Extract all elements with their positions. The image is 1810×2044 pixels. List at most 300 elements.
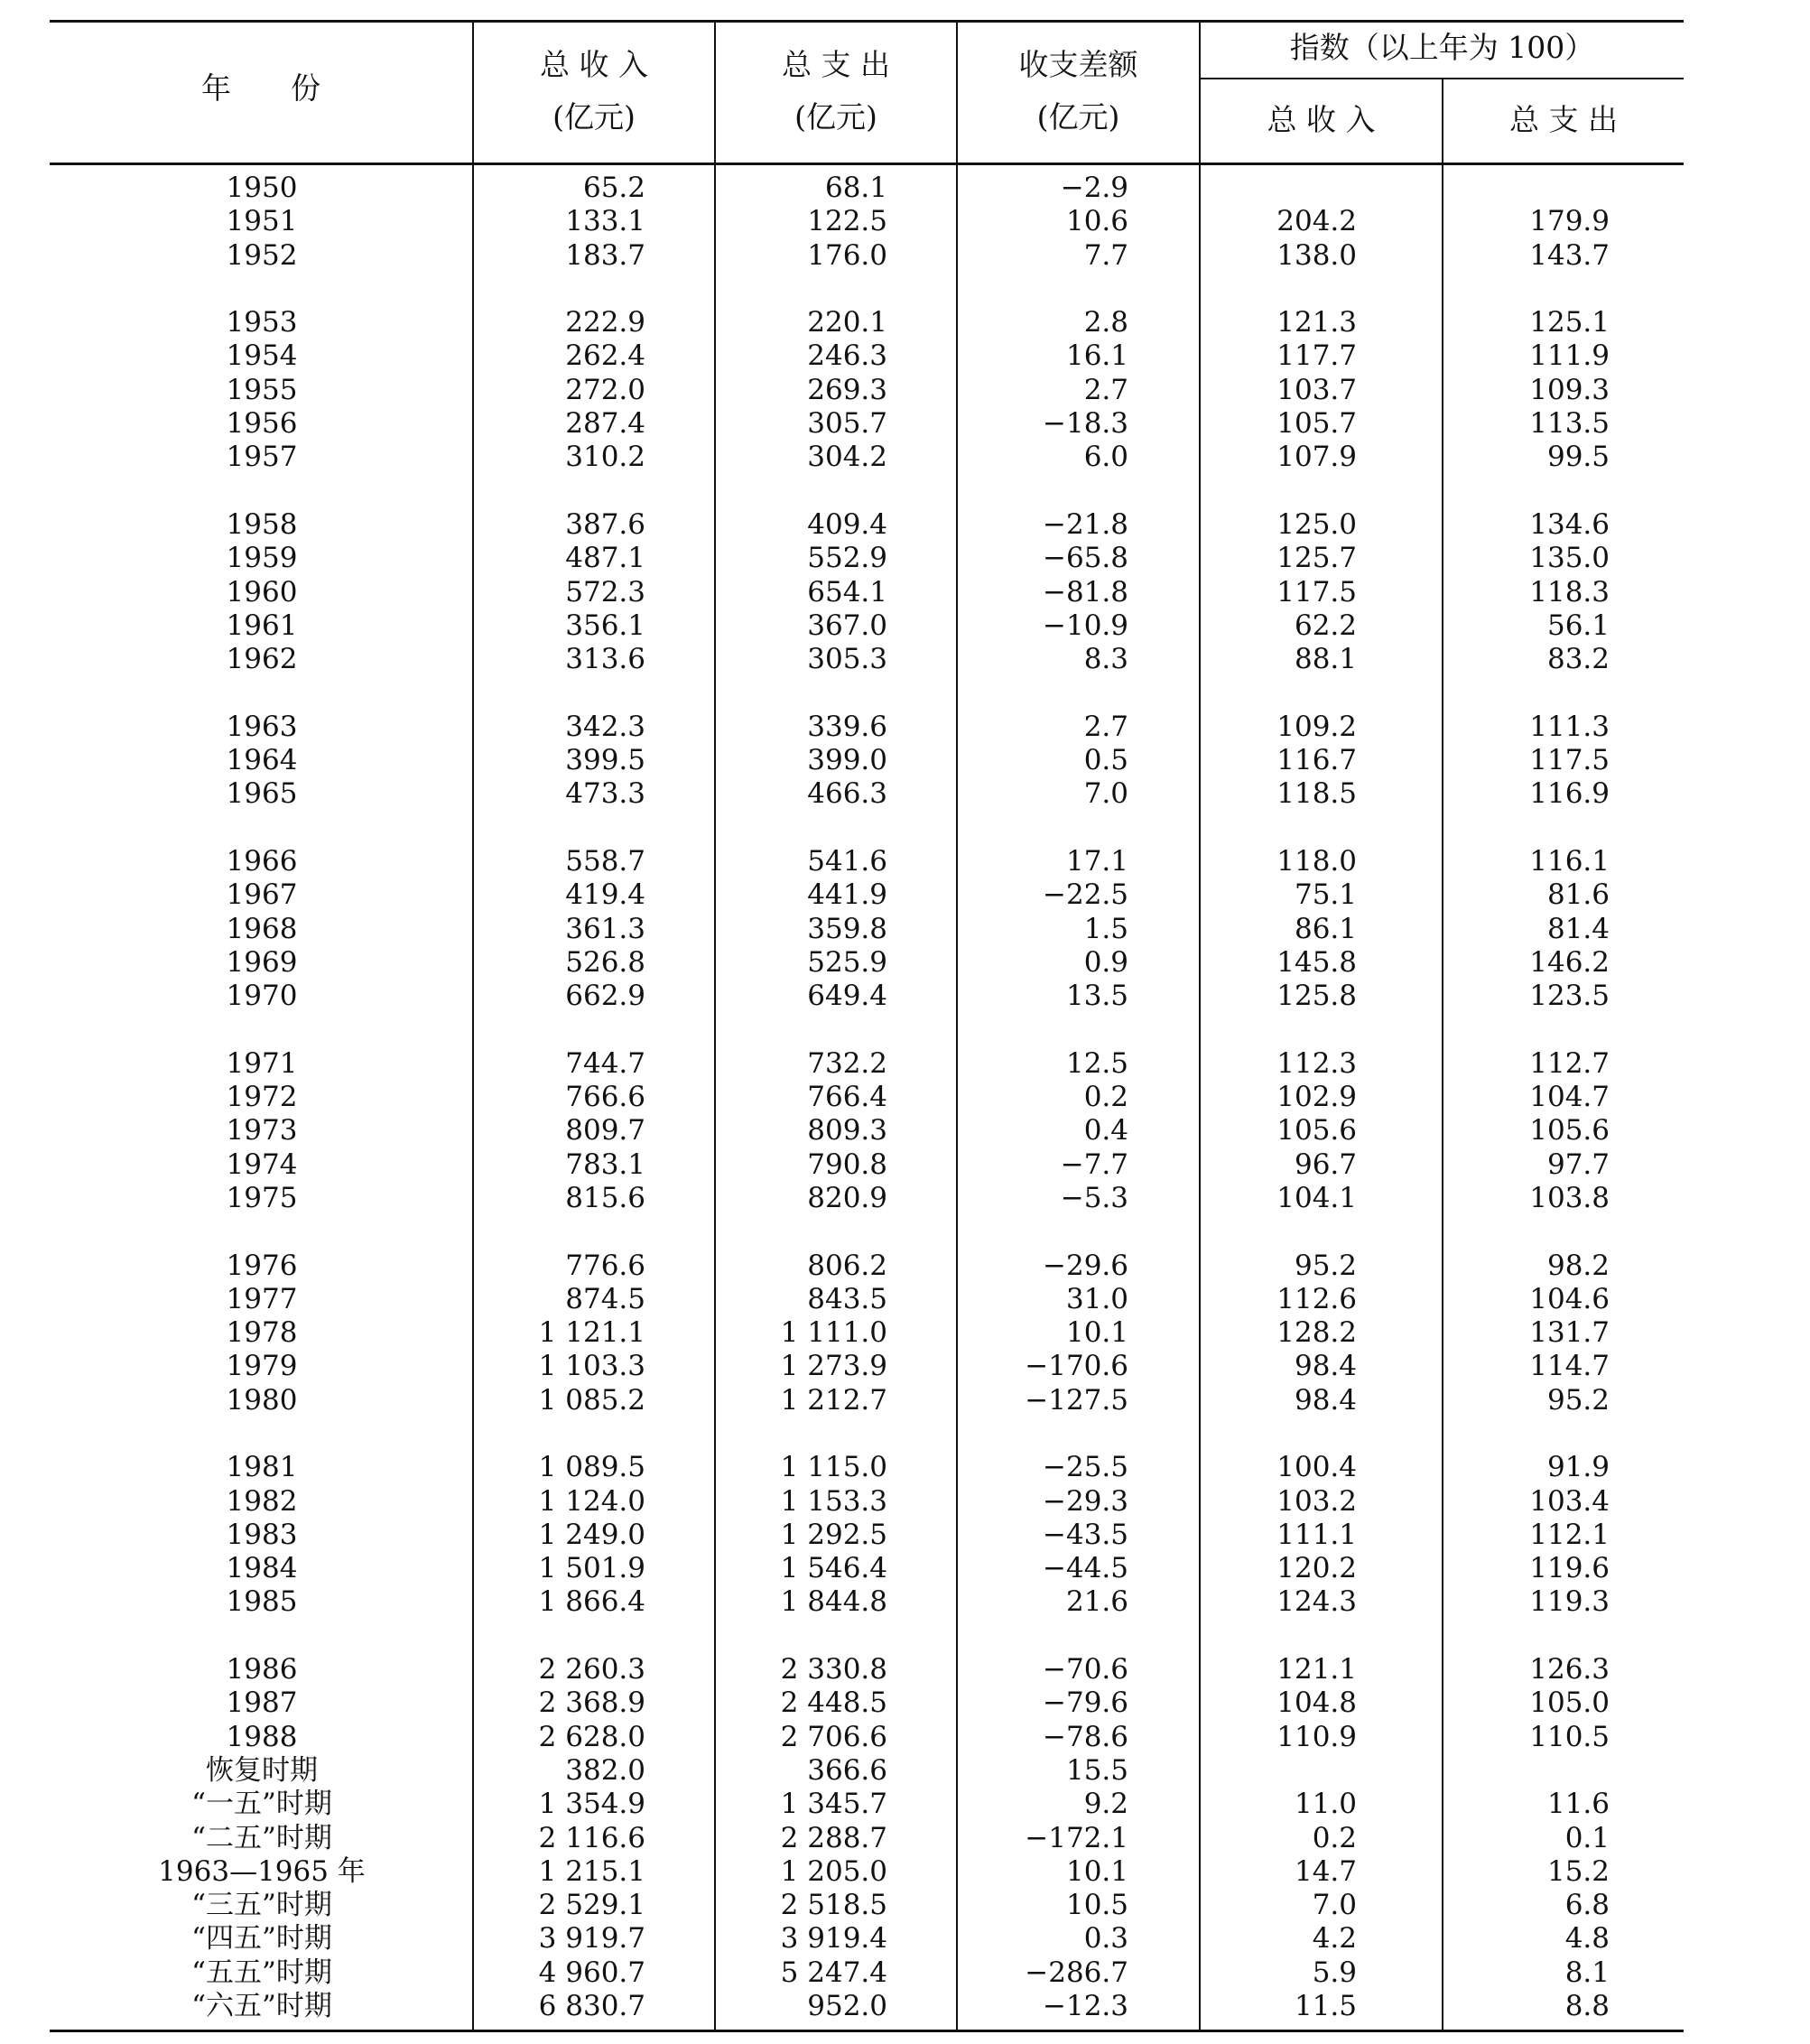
bottom-rule xyxy=(50,2030,1684,2032)
year-cell: 1957 xyxy=(226,441,298,474)
total-income-cell: 361.3 xyxy=(565,912,645,945)
table-row xyxy=(50,1250,1684,1283)
table-row xyxy=(50,306,1684,339)
index-expenditure-cell: 112.7 xyxy=(1529,1046,1610,1080)
total-income-cell: 4 960.7 xyxy=(538,1956,645,1989)
year-cell: “一五”时期 xyxy=(191,1788,332,1821)
table-row xyxy=(50,1922,1684,1956)
table-row xyxy=(50,1350,1684,1383)
total-income-cell: 572.3 xyxy=(565,575,645,609)
table-row xyxy=(50,744,1684,777)
balance-cell: −10.9 xyxy=(1043,609,1128,642)
index-income-cell: 88.1 xyxy=(1294,643,1357,676)
total-income-cell: 766.6 xyxy=(565,1081,645,1114)
table-row xyxy=(50,407,1684,441)
total-expenditure-cell: 2 330.8 xyxy=(780,1653,887,1686)
header-index-income: 总 收 入 xyxy=(1267,102,1376,137)
balance-cell: 16.1 xyxy=(1065,339,1128,373)
year-cell: 1974 xyxy=(226,1147,298,1181)
index-income-cell: 145.8 xyxy=(1276,945,1357,979)
year-cell: 1968 xyxy=(226,912,298,945)
balance-cell: 9.2 xyxy=(1083,1788,1128,1821)
total-expenditure-cell: 1 153.3 xyxy=(780,1484,887,1518)
index-income-cell xyxy=(1201,172,1443,205)
table-row xyxy=(50,1990,1684,2023)
total-income-cell: 783.1 xyxy=(565,1147,645,1181)
year-cell: 1963 xyxy=(226,710,298,743)
balance-cell: 0.4 xyxy=(1083,1114,1128,1147)
total-expenditure-cell: 2 448.5 xyxy=(780,1686,887,1720)
total-income-cell: 2 529.1 xyxy=(538,1889,645,1922)
year-cell: 1950 xyxy=(226,172,298,204)
balance-cell: −81.8 xyxy=(1043,575,1128,609)
total-expenditure-cell: 220.1 xyxy=(807,306,887,339)
index-income-cell: 111.1 xyxy=(1276,1518,1357,1551)
index-expenditure-cell: 97.7 xyxy=(1546,1147,1610,1181)
year-cell: 1987 xyxy=(226,1686,298,1720)
header-unit-income: (亿元) xyxy=(552,99,636,135)
table-row xyxy=(50,913,1684,946)
total-expenditure-cell: 305.7 xyxy=(807,407,887,441)
table-row xyxy=(50,205,1684,238)
index-expenditure-cell: 126.3 xyxy=(1529,1653,1610,1686)
total-expenditure-cell: 305.3 xyxy=(807,643,887,676)
balance-cell: 21.6 xyxy=(1065,1585,1128,1619)
total-expenditure-cell: 399.0 xyxy=(807,744,887,777)
total-income-cell: 313.6 xyxy=(565,643,645,676)
index-expenditure-cell: 110.5 xyxy=(1529,1720,1610,1753)
total-income-cell: 815.6 xyxy=(565,1181,645,1214)
year-cell: 1978 xyxy=(226,1316,298,1350)
total-income-cell: 356.1 xyxy=(565,609,645,642)
index-expenditure-cell: 131.7 xyxy=(1529,1316,1610,1350)
year-cell: 1980 xyxy=(226,1383,298,1417)
group-spacer xyxy=(50,1215,1684,1249)
table-row xyxy=(50,878,1684,912)
total-income-cell: 3 919.7 xyxy=(538,1922,645,1956)
total-income-cell: 1 249.0 xyxy=(538,1518,645,1551)
index-income-cell: 95.2 xyxy=(1294,1249,1357,1282)
table-row xyxy=(50,1721,1684,1754)
index-expenditure-cell: 0.1 xyxy=(1564,1821,1610,1854)
year-cell: 1953 xyxy=(226,306,298,339)
index-expenditure-cell: 91.9 xyxy=(1546,1451,1610,1484)
balance-cell: −29.6 xyxy=(1043,1249,1128,1282)
group-spacer xyxy=(50,273,1684,306)
index-expenditure-cell: 118.3 xyxy=(1529,575,1610,609)
year-cell: 1958 xyxy=(226,507,298,541)
total-expenditure-cell: 732.2 xyxy=(807,1046,887,1080)
total-income-cell: 387.6 xyxy=(565,507,645,541)
table-row xyxy=(50,845,1684,878)
total-expenditure-cell: 766.4 xyxy=(807,1081,887,1114)
index-income-cell: 112.3 xyxy=(1276,1046,1357,1080)
balance-cell: −29.3 xyxy=(1043,1484,1128,1518)
balance-cell: −43.5 xyxy=(1043,1518,1128,1551)
total-income-cell: 874.5 xyxy=(565,1282,645,1315)
table-row xyxy=(50,508,1684,542)
total-expenditure-cell: 2 518.5 xyxy=(780,1889,887,1922)
index-income-cell: 11.0 xyxy=(1294,1788,1357,1821)
fiscal-table xyxy=(50,172,1684,2023)
balance-cell: 31.0 xyxy=(1065,1282,1128,1315)
index-expenditure-cell: 8.1 xyxy=(1564,1956,1610,1989)
index-income-cell: 128.2 xyxy=(1276,1316,1357,1350)
balance-cell: −21.8 xyxy=(1043,507,1128,541)
index-expenditure-cell: 134.6 xyxy=(1529,507,1610,541)
balance-cell: −172.1 xyxy=(1025,1821,1128,1854)
header-index-group: 指数（以上年为 100） xyxy=(1289,30,1595,65)
table-row xyxy=(50,1788,1684,1821)
table-row xyxy=(50,1552,1684,1585)
year-cell: 1951 xyxy=(226,205,298,238)
total-expenditure-cell: 2 706.6 xyxy=(780,1720,887,1753)
year-cell: 1975 xyxy=(226,1181,298,1214)
year-cell: 1960 xyxy=(226,575,298,609)
balance-cell: 8.3 xyxy=(1083,643,1128,676)
index-expenditure-cell xyxy=(1443,1754,1684,1788)
total-expenditure-cell: 1 844.8 xyxy=(780,1585,887,1619)
table-row xyxy=(50,1451,1684,1484)
balance-cell: 17.1 xyxy=(1065,844,1128,878)
index-income-cell: 120.2 xyxy=(1276,1552,1357,1585)
index-income-cell: 14.7 xyxy=(1294,1854,1357,1888)
index-expenditure-cell: 95.2 xyxy=(1546,1383,1610,1417)
total-income-cell: 1 121.1 xyxy=(538,1316,645,1350)
balance-cell: −65.8 xyxy=(1043,542,1128,575)
balance-cell: −286.7 xyxy=(1025,1956,1128,1989)
table-row xyxy=(50,980,1684,1013)
year-cell: 1959 xyxy=(226,542,298,575)
index-expenditure-cell: 103.4 xyxy=(1529,1484,1610,1518)
year-cell: 1983 xyxy=(226,1518,298,1551)
index-expenditure-cell: 56.1 xyxy=(1546,609,1610,642)
index-expenditure-cell: 119.3 xyxy=(1529,1585,1610,1619)
year-cell: 1986 xyxy=(226,1653,298,1686)
year-cell: 1961 xyxy=(226,609,298,642)
index-expenditure-cell: 111.3 xyxy=(1529,710,1610,743)
index-income-cell: 125.0 xyxy=(1276,507,1357,541)
table-row xyxy=(50,1855,1684,1889)
index-income-cell: 118.0 xyxy=(1276,844,1357,878)
group-spacer xyxy=(50,1620,1684,1653)
index-expenditure-cell: 4.8 xyxy=(1564,1922,1610,1956)
index-expenditure-cell: 135.0 xyxy=(1529,542,1610,575)
index-income-cell: 98.4 xyxy=(1294,1350,1357,1383)
header-unit-expenditure: (亿元) xyxy=(794,99,877,135)
balance-cell: 7.7 xyxy=(1083,238,1128,272)
index-expenditure-cell: 119.6 xyxy=(1529,1552,1610,1585)
balance-cell: 10.1 xyxy=(1065,1854,1128,1888)
table-row xyxy=(50,576,1684,609)
total-income-cell: 1 354.9 xyxy=(538,1788,645,1821)
index-income-cell: 121.3 xyxy=(1276,306,1357,339)
index-expenditure-cell: 117.5 xyxy=(1529,744,1610,777)
table-row xyxy=(50,1889,1684,1922)
table-row xyxy=(50,711,1684,744)
total-income-cell: 65.2 xyxy=(582,172,645,204)
index-income-cell: 104.1 xyxy=(1276,1181,1357,1214)
total-income-cell: 1 501.9 xyxy=(538,1552,645,1585)
index-income-cell: 5.9 xyxy=(1312,1956,1357,1989)
table-row xyxy=(50,1182,1684,1215)
total-income-cell: 776.6 xyxy=(565,1249,645,1282)
total-expenditure-cell: 649.4 xyxy=(807,980,887,1013)
index-income-cell: 75.1 xyxy=(1294,878,1357,912)
total-income-cell: 809.7 xyxy=(565,1114,645,1147)
index-expenditure-cell: 104.6 xyxy=(1529,1282,1610,1315)
balance-cell: 15.5 xyxy=(1065,1753,1128,1787)
total-income-cell: 744.7 xyxy=(565,1046,645,1080)
total-income-cell: 399.5 xyxy=(565,744,645,777)
table-row xyxy=(50,777,1684,811)
index-expenditure-cell: 116.9 xyxy=(1529,777,1610,811)
year-cell: “三五”时期 xyxy=(191,1889,332,1922)
total-income-cell: 1 124.0 xyxy=(538,1484,645,1518)
header-unit-balance: (亿元) xyxy=(1036,99,1120,135)
index-income-cell: 116.7 xyxy=(1276,744,1357,777)
total-income-cell: 1 089.5 xyxy=(538,1451,645,1484)
index-expenditure-cell: 125.1 xyxy=(1529,306,1610,339)
total-expenditure-cell: 809.3 xyxy=(807,1114,887,1147)
table-row xyxy=(50,1485,1684,1519)
index-expenditure-cell: 112.1 xyxy=(1529,1518,1610,1551)
index-expenditure-cell: 109.3 xyxy=(1529,373,1610,406)
year-cell: 1977 xyxy=(226,1282,298,1315)
index-expenditure-cell: 104.7 xyxy=(1529,1081,1610,1114)
index-income-cell: 0.2 xyxy=(1312,1821,1357,1854)
balance-cell: −2.9 xyxy=(1060,172,1128,204)
total-income-cell: 1 085.2 xyxy=(538,1383,645,1417)
index-income-cell xyxy=(1201,1754,1443,1788)
balance-cell: −170.6 xyxy=(1025,1350,1128,1383)
total-income-cell: 183.7 xyxy=(565,238,645,272)
index-income-cell: 204.2 xyxy=(1276,205,1357,238)
table-row xyxy=(50,1114,1684,1147)
total-expenditure-cell: 1 205.0 xyxy=(780,1854,887,1888)
total-expenditure-cell: 441.9 xyxy=(807,878,887,912)
index-expenditure-cell: 143.7 xyxy=(1529,238,1610,272)
table-row xyxy=(50,1047,1684,1081)
index-income-cell: 98.4 xyxy=(1294,1383,1357,1417)
table-row xyxy=(50,172,1684,205)
table-row xyxy=(50,1148,1684,1182)
table-row xyxy=(50,1384,1684,1417)
total-income-cell: 473.3 xyxy=(565,777,645,811)
index-income-cell: 121.1 xyxy=(1276,1653,1357,1686)
total-expenditure-cell: 843.5 xyxy=(807,1282,887,1315)
total-expenditure-cell: 1 273.9 xyxy=(780,1350,887,1383)
index-expenditure-cell: 8.8 xyxy=(1564,1990,1610,2023)
total-income-cell: 558.7 xyxy=(565,844,645,878)
balance-cell: −127.5 xyxy=(1025,1383,1128,1417)
total-income-cell: 342.3 xyxy=(565,710,645,743)
balance-cell: 2.7 xyxy=(1083,373,1128,406)
group-spacer xyxy=(50,1417,1684,1451)
index-expenditure-cell: 6.8 xyxy=(1564,1889,1610,1922)
index-expenditure-cell: 83.2 xyxy=(1546,643,1610,676)
index-expenditure-cell xyxy=(1443,172,1684,205)
year-cell: 1964 xyxy=(226,744,298,777)
group-spacer xyxy=(50,475,1684,508)
index-expenditure-cell: 81.6 xyxy=(1546,878,1610,912)
header-balance: 收支差额 xyxy=(1018,47,1138,82)
total-expenditure-cell: 246.3 xyxy=(807,339,887,373)
fiscal-table-body xyxy=(50,172,1684,2023)
total-income-cell: 2 368.9 xyxy=(538,1686,645,1720)
balance-cell: 0.9 xyxy=(1083,945,1128,979)
total-expenditure-cell: 176.0 xyxy=(807,238,887,272)
balance-cell: 10.6 xyxy=(1065,205,1128,238)
total-expenditure-cell: 1 115.0 xyxy=(780,1451,887,1484)
balance-cell: −12.3 xyxy=(1043,1990,1128,2023)
table-row xyxy=(50,1653,1684,1686)
table-row xyxy=(50,1686,1684,1720)
index-expenditure-cell: 105.6 xyxy=(1529,1114,1610,1147)
total-expenditure-cell: 409.4 xyxy=(807,507,887,541)
table-row xyxy=(50,1283,1684,1316)
total-expenditure-cell: 1 111.0 xyxy=(780,1316,887,1350)
index-income-cell: 103.7 xyxy=(1276,373,1357,406)
balance-cell: −78.6 xyxy=(1043,1720,1128,1753)
year-cell: 恢复时期 xyxy=(206,1753,318,1787)
total-income-cell: 1 103.3 xyxy=(538,1350,645,1383)
balance-cell: 1.5 xyxy=(1083,912,1128,945)
table-row xyxy=(50,1316,1684,1350)
total-income-cell: 2 628.0 xyxy=(538,1720,645,1753)
index-income-cell: 62.2 xyxy=(1294,609,1357,642)
balance-cell: −22.5 xyxy=(1043,878,1128,912)
index-income-cell: 112.6 xyxy=(1276,1282,1357,1315)
table-row xyxy=(50,542,1684,575)
total-income-cell: 133.1 xyxy=(565,205,645,238)
total-expenditure-cell: 3 919.4 xyxy=(780,1922,887,1956)
year-cell: 1985 xyxy=(226,1585,298,1619)
index-income-cell: 102.9 xyxy=(1276,1081,1357,1114)
group-spacer xyxy=(50,676,1684,710)
index-expenditure-cell: 113.5 xyxy=(1529,407,1610,441)
year-cell: 1979 xyxy=(226,1350,298,1383)
table-row xyxy=(50,1754,1684,1788)
table-row xyxy=(50,609,1684,643)
table-row xyxy=(50,1585,1684,1619)
index-expenditure-cell: 146.2 xyxy=(1529,945,1610,979)
index-income-cell: 107.9 xyxy=(1276,441,1357,474)
year-cell: 1973 xyxy=(226,1114,298,1147)
year-cell: 1967 xyxy=(226,878,298,912)
balance-cell: −70.6 xyxy=(1043,1653,1128,1686)
balance-cell: 2.8 xyxy=(1083,306,1128,339)
total-income-cell: 487.1 xyxy=(565,542,645,575)
index-income-cell: 117.5 xyxy=(1276,575,1357,609)
year-cell: “六五”时期 xyxy=(191,1990,332,2023)
index-expenditure-cell: 179.9 xyxy=(1529,205,1610,238)
total-income-cell: 262.4 xyxy=(565,339,645,373)
index-income-cell: 7.0 xyxy=(1312,1889,1357,1922)
table-row xyxy=(50,374,1684,407)
total-expenditure-cell: 2 288.7 xyxy=(780,1821,887,1854)
index-income-cell: 86.1 xyxy=(1294,912,1357,945)
index-expenditure-cell: 111.9 xyxy=(1529,339,1610,373)
header-total-income: 总 收 入 xyxy=(540,47,648,82)
index-expenditure-cell: 11.6 xyxy=(1546,1788,1610,1821)
index-income-cell: 105.6 xyxy=(1276,1114,1357,1147)
index-income-cell: 125.7 xyxy=(1276,542,1357,575)
index-income-cell: 104.8 xyxy=(1276,1686,1357,1720)
year-cell: “四五”时期 xyxy=(191,1922,332,1956)
index-income-cell: 4.2 xyxy=(1312,1922,1357,1956)
group-spacer xyxy=(50,812,1684,845)
table-row xyxy=(50,239,1684,273)
index-income-cell: 125.8 xyxy=(1276,980,1357,1013)
balance-cell: −44.5 xyxy=(1043,1552,1128,1585)
year-cell: 1965 xyxy=(226,777,298,811)
year-cell: 1984 xyxy=(226,1552,298,1585)
table-row xyxy=(50,1822,1684,1855)
year-cell: 1963—1965 年 xyxy=(158,1854,366,1888)
year-cell: “二五”时期 xyxy=(191,1821,332,1854)
table-row xyxy=(50,1081,1684,1114)
index-expenditure-cell: 81.4 xyxy=(1546,912,1610,945)
total-expenditure-cell: 806.2 xyxy=(807,1249,887,1282)
header-year: 年 份 xyxy=(201,70,320,106)
total-expenditure-cell: 68.1 xyxy=(824,172,887,204)
table-row xyxy=(50,441,1684,474)
year-cell: 1955 xyxy=(226,373,298,406)
total-expenditure-cell: 952.0 xyxy=(807,1990,887,2023)
year-cell: 1969 xyxy=(226,945,298,979)
balance-cell: 12.5 xyxy=(1065,1046,1128,1080)
total-expenditure-cell: 304.2 xyxy=(807,441,887,474)
total-expenditure-cell: 1 212.7 xyxy=(780,1383,887,1417)
index-income-cell: 103.2 xyxy=(1276,1484,1357,1518)
balance-cell: −7.7 xyxy=(1060,1147,1128,1181)
year-cell: 1971 xyxy=(226,1046,298,1080)
index-income-cell: 124.3 xyxy=(1276,1585,1357,1619)
total-expenditure-cell: 359.8 xyxy=(807,912,887,945)
total-expenditure-cell: 466.3 xyxy=(807,777,887,811)
index-expenditure-cell: 123.5 xyxy=(1529,980,1610,1013)
index-expenditure-cell: 99.5 xyxy=(1546,441,1610,474)
balance-cell: 7.0 xyxy=(1083,777,1128,811)
index-income-cell: 100.4 xyxy=(1276,1451,1357,1484)
index-expenditure-cell: 15.2 xyxy=(1546,1854,1610,1888)
year-cell: 1962 xyxy=(226,643,298,676)
total-expenditure-cell: 820.9 xyxy=(807,1181,887,1214)
index-income-cell: 110.9 xyxy=(1276,1720,1357,1753)
header-index-expenditure: 总 支 出 xyxy=(1509,102,1618,137)
total-income-cell: 6 830.7 xyxy=(538,1990,645,2023)
total-income-cell: 2 116.6 xyxy=(538,1821,645,1854)
balance-cell: −25.5 xyxy=(1043,1451,1128,1484)
total-income-cell: 526.8 xyxy=(565,945,645,979)
total-income-cell: 222.9 xyxy=(565,306,645,339)
index-income-cell: 109.2 xyxy=(1276,710,1357,743)
total-expenditure-cell: 1 345.7 xyxy=(780,1788,887,1821)
total-expenditure-cell: 122.5 xyxy=(807,205,887,238)
total-expenditure-cell: 1 292.5 xyxy=(780,1518,887,1551)
index-income-cell: 105.7 xyxy=(1276,407,1357,441)
index-expenditure-cell: 114.7 xyxy=(1529,1350,1610,1383)
header-bottom-rule xyxy=(50,163,1684,165)
total-expenditure-cell: 790.8 xyxy=(807,1147,887,1181)
year-cell: 1966 xyxy=(226,844,298,878)
total-income-cell: 272.0 xyxy=(565,373,645,406)
index-income-cell: 96.7 xyxy=(1294,1147,1357,1181)
table-row xyxy=(50,946,1684,980)
table-row xyxy=(50,1956,1684,1990)
total-expenditure-cell: 5 247.4 xyxy=(780,1956,887,1989)
